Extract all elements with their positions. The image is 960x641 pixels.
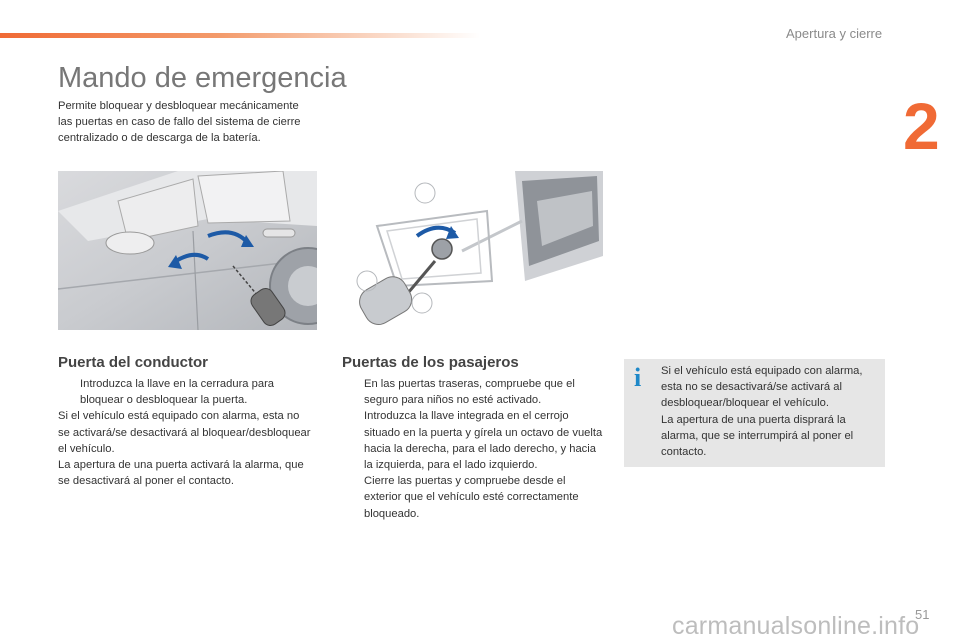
driver-door-heading: Puerta del conductor [58, 354, 209, 371]
watermark: carmanualsonline.info [672, 612, 920, 640]
section-title: Apertura y cierre [786, 26, 883, 41]
driver-alarm-text: Si el vehículo está equipado con alarma, esta no se activará/se desactivará al bloquear/desbloquear el vehículo. [58, 410, 311, 455]
page-title: Mando de emergencia [58, 62, 347, 94]
driver-alarm-text-2: La apertura de una puerta activará la alarma, que se desactivará al poner el contacto. [58, 459, 304, 488]
page-number: 51 [915, 607, 930, 622]
chapter-number: 2 [903, 89, 940, 163]
list-item-text: En las puertas traseras, compruebe que el seguro para niños no esté activado. [364, 378, 575, 407]
header-accent-bar [0, 33, 480, 38]
info-text [661, 363, 879, 460]
intro-text: Permite bloquear y desbloquear mecánicamente las puertas en caso de fallo del sistema de cierre centralizado o de descarga de la batería. [58, 100, 301, 145]
driver-door-section [58, 376, 312, 489]
info-line-1: Si el vehículo está equipado con alarma, esta no se desactivará/se activará al desbloquear/bloquear el vehículo. [661, 365, 863, 410]
info-box [624, 359, 885, 467]
info-line-2: La apertura de una puerta disprará la alarma, que se interrumpirá al poner el contacto. [661, 413, 854, 459]
list-item-text: Cierre las puertas y compruebe desde el exterior que el vehículo esté correctamente bloqueado. [364, 475, 579, 520]
passenger-door-illustration [347, 171, 603, 330]
list-item [342, 473, 604, 522]
passenger-doors-heading: Puertas de los pasajeros [342, 354, 519, 371]
list-item [342, 408, 604, 473]
passenger-doors-section [342, 376, 604, 522]
info-icon: i [634, 363, 642, 392]
driver-door-illustration [58, 171, 317, 330]
list-item [58, 376, 312, 408]
list-item-text: Introduzca la llave en la cerradura para bloquear o desbloquear la puerta. [80, 378, 275, 407]
list-item [342, 376, 604, 408]
list-item-text: Introduzca la llave integrada en el cerrojo situado en la puerta y gírela un octavo de vuelta hacia la derecha, para el lado derecho, y hacia la izquierda, para el lado izquierdo. [364, 410, 603, 472]
